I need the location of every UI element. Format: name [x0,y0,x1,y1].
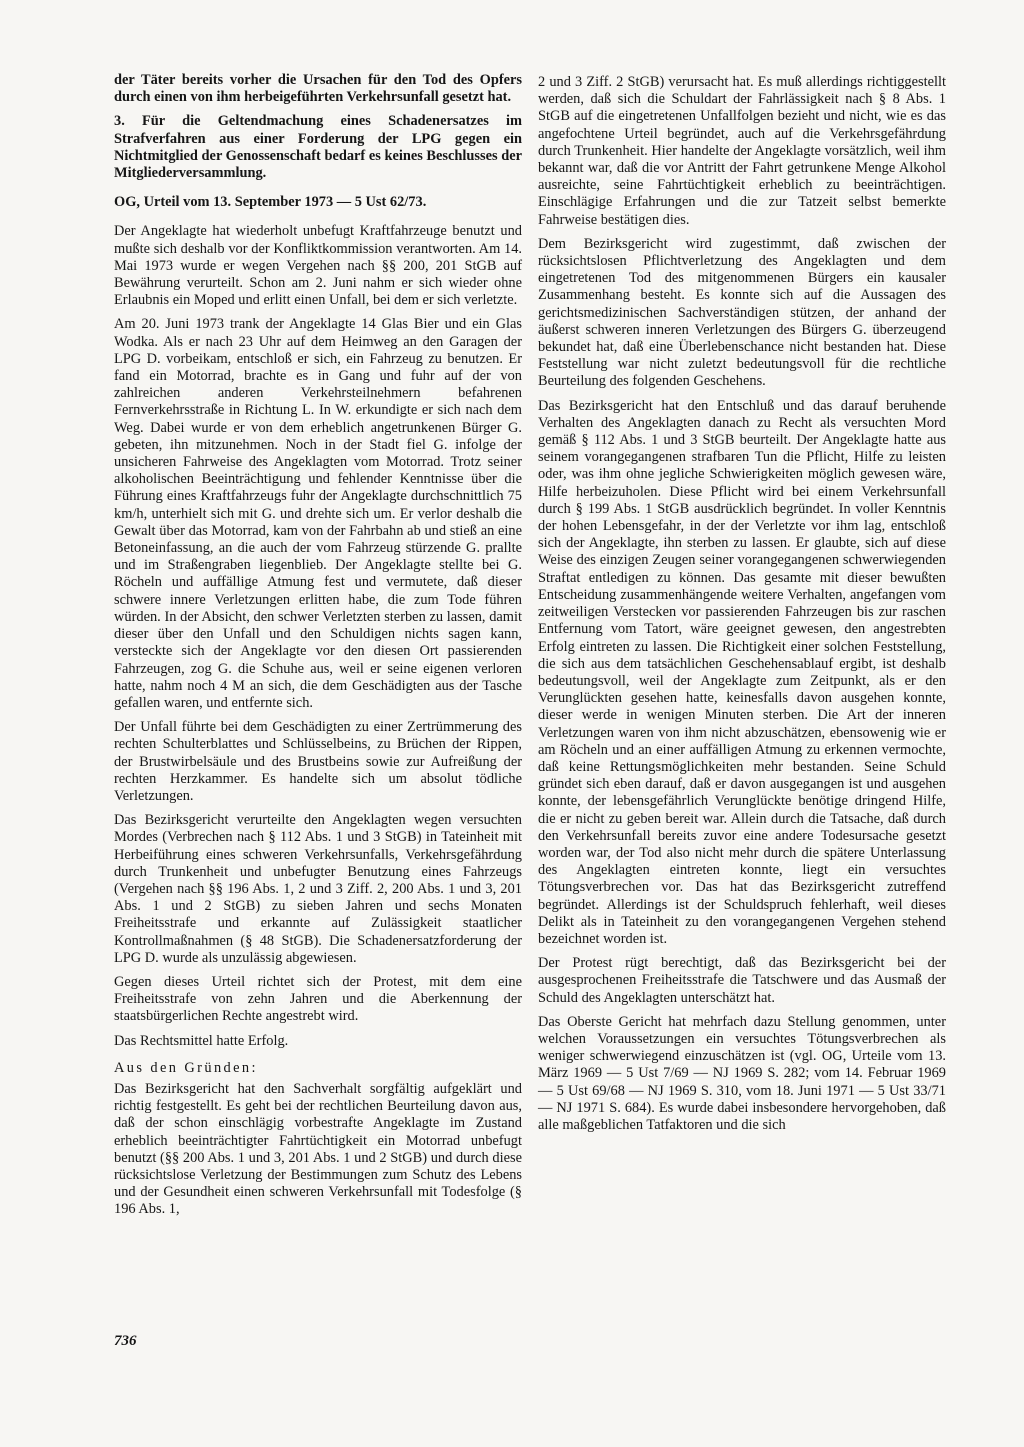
court-citation: OG, Urteil vom 13. September 1973 — 5 Ust 62/73. [114,194,427,211]
body-paragraph: Dem Bezirksgericht wird zugestimmt, daß zwischen der rücksichtslosen Pflichtverletzung des Angeklagten und dem eingetretenen Tod des mitgenommenen Bürgers ein kausaler Zusammenhang besteht. Es konnte sich auf die Aussagen des gerichtsmedizinischen Sachverständigen stützen, der anhand der äußerst schweren inneren Verletzungen des Bürgers G. überzeugend bekundet hat, daß eine Überlebenschance nicht bestanden hat. Diese Feststellung war nicht zuletzt bedeutungsvoll für die rechtliche Beurteilung des folgenden Geschehens. [538,235,946,390]
body-paragraph: Das Bezirksgericht hat den Sachverhalt sorgfältig aufgeklärt und richtig festgestellt. Es geht bei der rechtlichen Beurteilung davon aus, daß der schon einschlägig vorbestrafte Angeklagte im Zustand erheblich beeinträchtigter Fahrtüchtigkeit ein Motorrad unbefugt benutzt (§§ 200 Abs. 1 und 3, 201 Abs. 1 und 2 StGB) und durch diese rücksichtslose Verletzung der Bestimmungen zum Schutz des Lebens und der Gesundheit einen schweren Verkehrsunfall mit Todesfolge (§ 196 Abs. 1, [114,1080,522,1218]
body-paragraph: Das Bezirksgericht verurteilte den Angeklagten wegen versuchten Mordes (Verbrechen nach § 112 Abs. 1 und 3 StGB) in Tateinheit mit Herbeiführung eines schweren Verkehrsunfalls, Verkehrsgefährdung durch Trunkenheit und unbefugter Benutzung eines Fahrzeugs (Vergehen nach §§ 196 Abs. 1, 2 und 3 Ziff. 2, 200 Abs. 1 und 3, 201 Abs. 1 und 2 StGB) zu sieben Jahren und sechs Monaten Freiheitsstrafe und erkannte auf Zulässigkeit staatlicher Kontrollmaßnahmen (§ 48 StGB). Die Schadenersatzforderung der LPG D. wurde als unzulässig abgewiesen. [114,812,522,966]
right-column [538,74,946,1141]
body-paragraph: Der Angeklagte hat wiederholt unbefugt Kraftfahrzeuge benutzt und mußte sich deshalb vor der Konfliktkommission verantworten. Am 14. Mai 1973 wurde er wegen Vergehen nach §§ 200, 201 StGB auf Bewährung verurteilt. Schon am 2. Juni nahm er sich wieder ohne Erlaubnis ein Moped und erlitt einen Unfall, bei dem er sich verletzte. [114,223,522,309]
body-paragraph: Das Bezirksgericht hat den Entschluß und das darauf beruhende Verhalten des Angeklagten danach zu Recht als versuchten Mord gemäß § 112 Abs. 1 und 3 StGB beurteilt. Der Angeklagte hatte aus seinem vorangegangenen strafbaren Tun die Pflicht, Hilfe zu leisten oder, was ihm ohne jegliche Schwierigkeiten möglich gewesen wäre, Hilfe herbeizuholen. Diese Pflicht wird bei einem Verkehrsunfall durch § 199 Abs. 1 StGB ausdrücklich begründet. In voller Kenntnis der hohen Lebensgefahr, in der der Verletzte vor ihm lag, entschloß sich der Angeklagte, ihn sterben zu lassen. Er glaubte, sich auf diese Weise des einzigen Zeugen seiner vorangegangenen schwerwiegenden Straftat entledigen zu können. Das gesamte mit dieser bewußten Entscheidung zusammenhängende weitere Verhalten, angefangen vom zeitweiligen Verstecken vor passierenden Fahrzeugen bis zur raschen Entfernung vom Tatort, wäre geeignet gewesen, den angestrebten Erfolg eintreten zu lassen. Die Richtigkeit einer solchen Feststellung, die sich aus dem tatsächlichen Geschehensablauf ergibt, ist deshalb bedeutungsvoll, weil der Angeklagte zum Zeitpunkt, als er den Verunglückten gesehen hatte, keinesfalls davon ausgehen konnte, dieser werde in wenigen Minuten sterben. Die Art der inneren Verletzungen waren von ihm nicht abzuschätzen, ebensowenig wie er am Röcheln und an einer auffälligen Atmung zu erkennen vermochte, daß keine Rettungsmöglichkeiten mehr bestanden. Seine Schuld gründet sich eben darauf, daß er davon ausgegangen ist und ausgehen konnte, der lebensgefährlich Verunglückte benötige dringend Hilfe, die er nicht zu geben bereit war. Allein durch die Tatsache, daß durch den Verkehrsunfall bereits zuvor eine andere Todesursache gesetzt worden war, der Tod also nicht mehr durch die spätere Unterlassung des Angeklagten eintreten konnte, liegt ein versuchtes Tötungsverbrechen vor. Das hat das Bezirksgericht zutreffend begründet. Allerdings ist der Schuldspruch fehlerhaft, weil dieses Delikt als in Tateinheit zu den vorangegangenen Vergehen stehend bezeichnet worden ist. [538,397,946,947]
body-paragraph: 2 und 3 Ziff. 2 StGB) verursacht hat. Es muß allerdings richtiggestellt werden, daß sich die Schuldart der Fahrlässigkeit nach § 8 Abs. 1 StGB auf die eingetretenen Unfallfolgen bezieht und nicht, wie es das angefochtene Urteil begründet, auch auf die Verkehrsgefährdung durch Trunkenheit. Hier handelte der Angeklagte vorsätzlich, weil ihm bekannt war, daß die vor Antritt der Fahrt getrunkene Menge Alkohol ausreichte, seine Fahrtüchtigkeit erheblich zu beeinträchtigen. Einschlägige Erfahrungen und die zur Tatzeit selbst bemerkte Fahrweise bestätigen dies. [538,74,946,228]
body-paragraph: Am 20. Juni 1973 trank der Angeklagte 14 Glas Bier und ein Glas Wodka. Als er nach 23 Uhr auf dem Heimweg an den Garagen der LPG D. vorbeikam, entschloß er sich, ein Fahrzeug zu benutzen. Er fand ein Motorrad, brachte es in Gang und fuhr auf der von zahlreichen anderen Verkehrsteilnehmern befahrenen Fernverkehrsstraße in Richtung L. In W. erkundigte er sich nach dem Weg. Dabei wurde er von dem erheblich angetrunkenen Bürger G. gebeten, ihn mitzunehmen. Noch in der Stadt fiel G. infolge der unsicheren Fahrweise des Angeklagten vom Motorrad. Trotz seiner alkoholischen Beeinträchtigung und fehlender Kenntnisse über die Führung eines Kraftfahrzeugs fuhr der Angeklagte durchschnittlich 75 km/h, unterhielt sich mit G. und drehte sich um. Er verlor deshalb die Gewalt über das Motorrad, kam von der Fahrbahn ab und stieß an eine Betoneinfassung, an die auch der vom Fahrzeug stürzende G. prallte und im Straßengraben liegenblieb. Der Angeklagte stellte bei G. Röcheln und auffällige Atmung fest und vermutete, daß dieser schwere innere Verletzungen erlitten habe, die zum Tode führen würden. In der Absicht, den schwer Verletzten sterben zu lassen, damit dieser über den Unfall und den Schuldigen nichts sagen kann, versteckte sich der Angeklagte vor den diesen Ort passierenden Fahrzeugen, zog G. die Schuhe aus, weil er seine eigenen verloren hatte, nahm noch 4 M an sich, die dem Geschädigten aus der Tasche gefallen waren, und entfernte sich. [114,316,522,711]
left-column [114,72,522,1226]
body-paragraph: Gegen dieses Urteil richtet sich der Protest, mit dem eine Freiheitsstrafe von zehn Jahren und die Aberkennung der staatsbürgerlichen Rechte angestrebt wird. [114,973,522,1025]
body-paragraph: Der Unfall führte bei dem Geschädigten zu einer Zertrümmerung des rechten Schulterblattes und Schlüsselbeins, zu Brüchen der Rippen, der Brustwirbelsäule und des Brustbeins sowie zur Aufreißung der rechten Herzkammer. Es handelte sich um absolut tödliche Verletzungen. [114,719,522,804]
body-paragraph: Das Oberste Gericht hat mehrfach dazu Stellung genommen, unter welchen Voraussetzungen ein versuchtes Tötungsverbrechen als weniger schwerwiegend einzuschätzen ist (vgl. OG, Urteile vom 13. März 1969 — 5 Ust 7/69 — NJ 1969 S. 282; vom 14. Februar 1969 — 5 Ust 69/68 — NJ 1969 S. 310, vom 18. Juni 1971 — 5 Ust 33/71 — NJ 1971 S. 684). Es wurde dabei insbesondere hervorgehoben, daß alle maßgeblichen Tatfaktoren und die sich [538,1013,946,1133]
body-paragraph: Das Rechtsmittel hatte Erfolg. [114,1032,289,1049]
body-paragraph: Der Protest rügt berechtigt, daß das Bezirksgericht bei der ausgesprochenen Freiheitsstrafe die Tatschwere und das Ausmaß der Schuld des Angeklagten unterschätzt hat. [538,955,946,1006]
page-number: 736 [114,1333,137,1349]
headnote-point-3: 3. Für die Geltendmachung eines Schadenersatzes im Strafverfahren aus einer Forderung der LPG gegen ein Nichtmitglied der Genossenschaft bedarf es keines Beschlusses der Mitgliederversammlung. [114,113,522,182]
section-heading-grounds: Aus den Gründen: [114,1059,258,1076]
headnote-continuation: der Täter bereits vorher die Ursachen für den Tod des Opfers durch einen von ihm herbeigeführten Verkehrsunfall gesetzt hat. [114,72,522,106]
